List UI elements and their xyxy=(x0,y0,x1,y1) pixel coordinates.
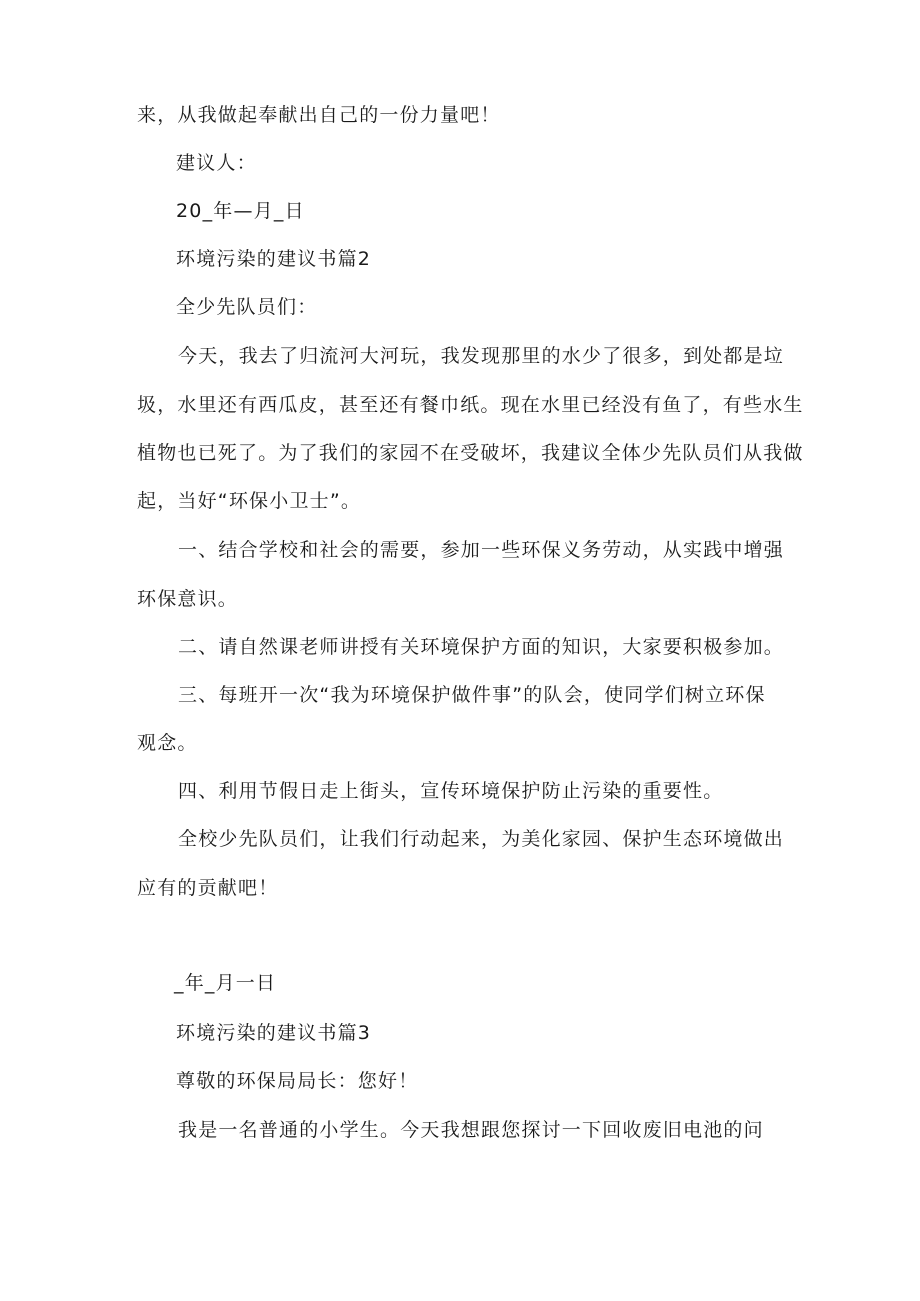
section-title: 环境污染的建议书篇2 xyxy=(176,248,372,270)
signature-label: 建议人： xyxy=(176,152,257,174)
paragraph-line: 植物也已死了。为了我们的家园不在受破坏，我建议全体少先队员们从我做 xyxy=(137,442,804,464)
paragraph-line: 环保意识。 xyxy=(137,588,239,610)
paragraph-line: 观念。 xyxy=(137,732,198,754)
paragraph-line: 今天，我去了归流河大河玩，我发现那里的水少了很多，到处都是垃 xyxy=(178,345,785,367)
paragraph-line: 圾，水里还有西瓜皮，甚至还有餐巾纸。现在水里已经没有鱼了，有些水生 xyxy=(137,394,804,416)
paragraph-line: 四、利用节假日走上街头，宣传环境保护防止污染的重要性。 xyxy=(178,780,724,802)
salutation: 全少先队员们： xyxy=(176,296,318,318)
paragraph-line: 应有的贡献吧！ xyxy=(137,877,279,899)
paragraph-line: 三、每班开一次“我为环境保护做件事”的队会，使同学们树立环保 xyxy=(178,684,766,706)
date-line: 20_年—月_日 xyxy=(176,200,305,222)
paragraph-line: 来，从我做起奉献出自己的一份力量吧！ xyxy=(137,104,501,126)
section-title: 环境污染的建议书篇3 xyxy=(176,1022,372,1044)
paragraph-line: 起，当好“环保小卫士”。 xyxy=(137,490,362,512)
salutation: 尊敬的环保局局长：您好！ xyxy=(176,1070,419,1092)
paragraph-line: 二、请自然课老师讲授有关环境保护方面的知识，大家要积极参加。 xyxy=(178,636,785,658)
paragraph-line: 一、结合学校和社会的需要，参加一些环保义务劳动，从实践中增强 xyxy=(178,539,785,561)
paragraph-line: 我是一名普通的小学生。今天我想跟您探讨一下回收废旧电池的问 xyxy=(178,1119,764,1141)
paragraph-line: 全校少先队员们，让我们行动起来，为美化家园、保护生态环境做出 xyxy=(178,828,785,850)
date-line: _年_月一日 xyxy=(174,972,277,994)
